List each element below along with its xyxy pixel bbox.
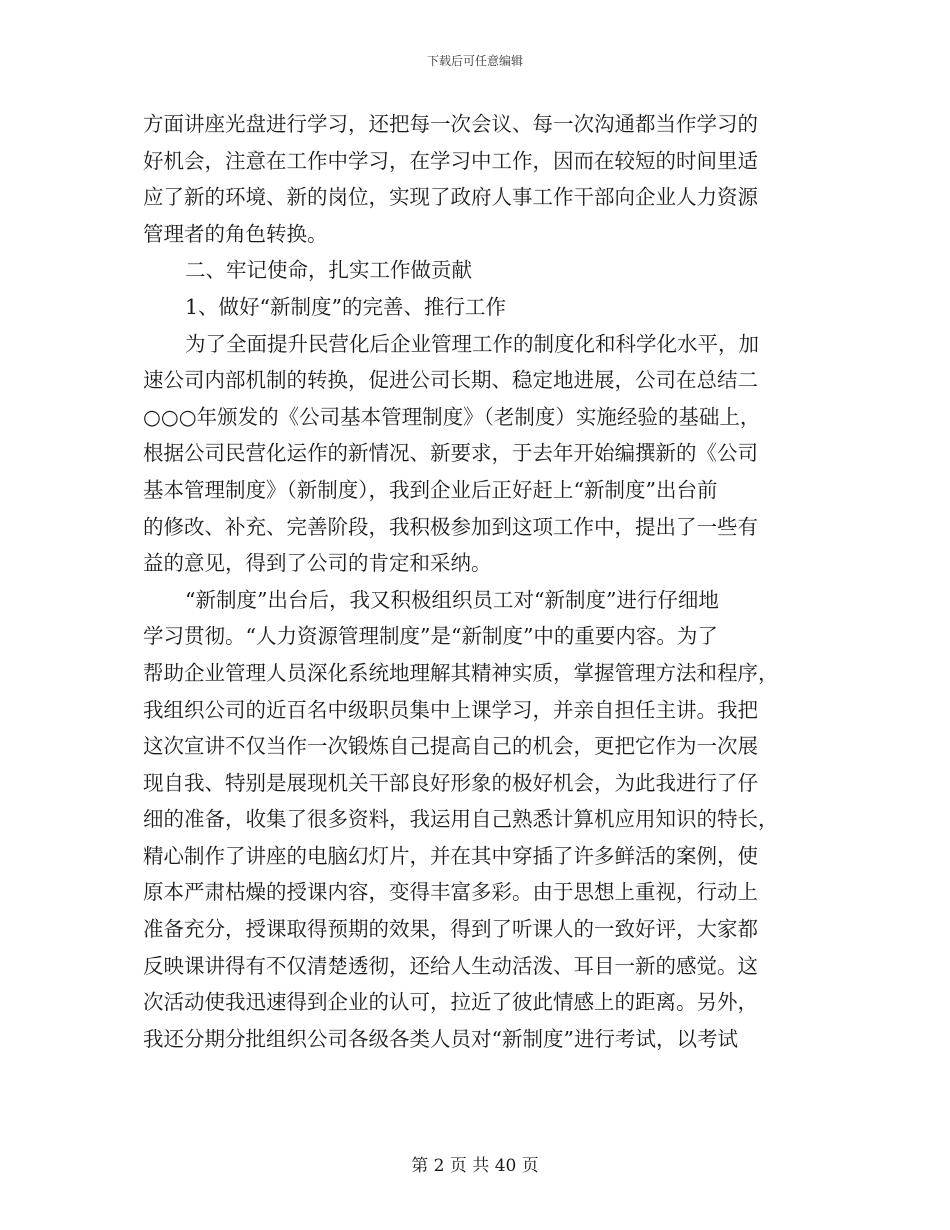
body-line: 应了新的环境、新的岗位，实现了政府人事工作干部向企业人力资源 [143,185,758,210]
body-line: 现自我、特别是展现机关干部良好形象的极好机会，为此我进行了仔 [143,770,758,795]
body-line: 基本管理制度》（新制度），我到企业后正好赶上“新制度”出台前 [143,477,718,502]
body-line: 准备充分，授课取得预期的效果，得到了听课人的一致好评，大家都 [143,917,758,942]
body-line: 次活动使我迅速得到企业的认可，拉近了彼此情感上的距离。另外， [143,990,758,1015]
body-line: 管理者的角色转换。 [143,221,328,246]
body-line: 原本严肃枯燥的授课内容，变得丰富多彩。由于思想上重视，行动上 [143,880,758,905]
body-line: 学习贯彻。“人力资源管理制度”是“新制度”中的重要内容。为了 [143,624,718,649]
body-line: 这次宣讲不仅当作一次锻炼自己提高自己的机会，更把它作为一次展 [143,734,758,759]
subsection-heading: 1、做好“新制度”的完善、推行工作 [185,294,507,319]
body-line: “新制度”出台后，我又积极组织员工对“新制度”进行仔细地 [185,587,719,612]
body-line: 细的准备，收集了很多资料，我运用自己熟悉计算机应用知识的特长， [143,807,779,832]
body-line: 为了全面提升民营化后企业管理工作的制度化和科学化水平，加 [185,331,759,356]
body-line: 益的意见，得到了公司的肯定和采纳。 [143,551,492,576]
body-line: 我组织公司的近百名中级职员集中上课学习，并亲自担任主讲。我把 [143,697,758,722]
document-body [143,106,807,1057]
section-heading: 二、牢记使命，扎实工作做贡献 [185,258,472,283]
body-line: 我还分期分批组织公司各级各类人员对“新制度”进行考试，以考试 [143,1026,738,1051]
body-line: 速公司内部机制的转换，促进公司长期、稳定地进展，公司在总结二 [143,368,758,393]
body-line: 的修改、补充、完善阶段，我积极参加到这项工作中，提出了一些有 [143,514,758,539]
body-line: 根据公司民营化运作的新情况、新要求，于去年开始编撰新的《公司 [143,441,758,466]
page-header: 下载后可任意编辑 [426,54,523,68]
body-line: 好机会，注意在工作中学习，在学习中工作，因而在较短的时间里适 [143,148,758,173]
body-line: 方面讲座光盘进行学习，还把每一次会议、每一次沟通都当作学习的 [143,112,758,136]
body-line: ○○○年颁发的《公司基本管理制度》（老制度）实施经验的基础上， [143,404,761,429]
body-line: 帮助企业管理人员深化系统地理解其精神实质，掌握管理方法和程序， [143,660,779,685]
body-line: 精心制作了讲座的电脑幻灯片，并在其中穿插了许多鲜活的案例，使 [143,843,758,868]
page-footer: 第 2 页 共 40 页 [411,1156,539,1176]
body-line: 反映课讲得有不仅清楚透彻，还给人生动活泼、耳目一新的感觉。这 [143,953,758,978]
